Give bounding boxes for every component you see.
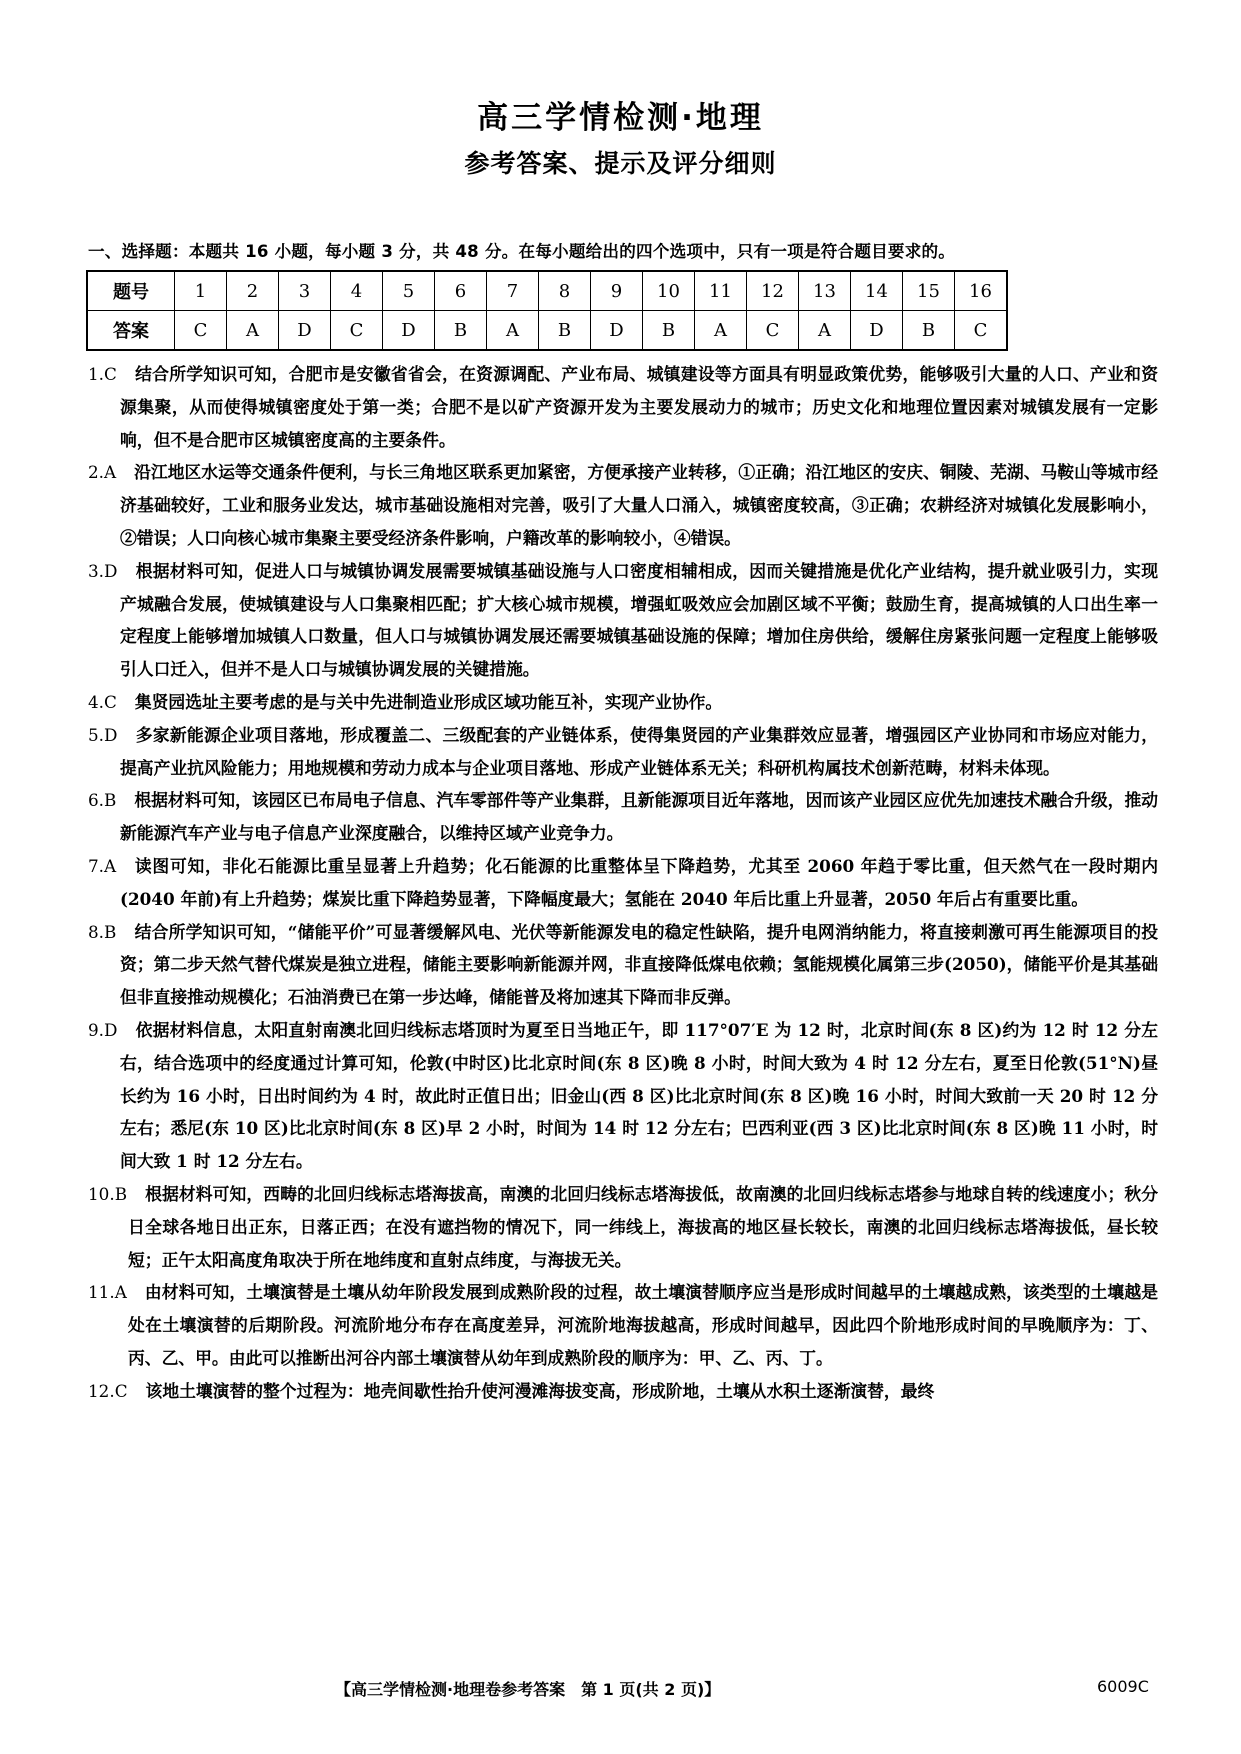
answer-cell: C	[175, 311, 227, 351]
section-heading: 一、选择题：本题共 16 小题，每小题 3 分，共 48 分。在每小题给出的四个选项中，只有一项是符合题目要求的。	[88, 242, 956, 261]
question-number: 13	[799, 271, 851, 311]
explanation-text: 根据材料可知，促进人口与城镇协调发展需要城镇基础设施与人口密度相辅相成，因而关键措施是优化产业结构，提升就业吸引力，实现产城融合发展，使城镇建设与人口集聚相匹配；扩大核心城市规模，增强虹吸效应会加剧区域不平衡；鼓励生育，提高城镇的人口出生率一定程度上能够增加城镇人口数量，但人口与城镇协调发展还需要城镇基础设施的保障；增加住房供给，缓解住房紧张问题一定程度上能够吸引人口迁入，但并不是人口与城镇协调发展的关键措施。	[120, 560, 1158, 680]
explanation-text: 由材料可知，土壤演替是土壤从幼年阶段发展到成熟阶段的过程，故土壤演替顺序应当是形成时间越早的土壤越成熟，该类型的土壤越是处在土壤演替的后期阶段。河流阶地分布存在高度差异，河流阶地海拔越高，形成时间越早，因此四个阶地形成时间的早晚顺序为：丁、丙、乙、甲。由此可以推断出河谷内部土壤演替从幼年到成熟阶段的顺序为：甲、乙、丙、丁。	[128, 1282, 1158, 1368]
explanation-item	[88, 555, 1158, 686]
document-title: 高三学情检测·地理	[477, 100, 764, 136]
answer-cell: B	[903, 311, 955, 351]
explanation-number: 6.B	[88, 790, 117, 811]
explanation-item	[88, 686, 1158, 719]
explanation-item	[88, 1014, 1158, 1178]
explanation-item	[88, 358, 1158, 456]
explanation-number: 5.D	[88, 724, 118, 745]
question-number: 15	[903, 271, 955, 311]
row-label: 答案	[87, 311, 175, 351]
answer-cell: D	[279, 311, 331, 351]
explanation-number: 7.A	[88, 855, 117, 876]
question-number: 10	[643, 271, 695, 311]
explanation-text: 多家新能源企业项目落地，形成覆盖二、三级配套的产业链体系，使得集贤园的产业集群效应显著，增强园区产业协同和市场应对能力，提高产业抗风险能力；用地规模和劳动力成本与企业项目落地、形成产业链体系无关；科研机构属技术创新范畴，材料未体现。	[120, 724, 1158, 778]
question-number: 9	[591, 271, 643, 311]
explanation-text: 集贤园选址主要考虑的是与关中先进制造业形成区域功能互补，实现产业协作。	[134, 691, 723, 712]
question-number: 2	[227, 271, 279, 311]
explanation-number: 1.C	[88, 364, 117, 384]
question-number: 5	[383, 271, 435, 311]
answer-cell: A	[799, 311, 851, 351]
page-footer: 【高三学情检测·地理卷参考答案 第 1 页(共 2 页)】	[335, 1680, 721, 1699]
question-number: 6	[435, 271, 487, 311]
explanation-item	[88, 784, 1158, 850]
document-code: 6009C	[1097, 1677, 1149, 1696]
answer-cell: A	[227, 311, 279, 351]
explanation-number: 12.C	[88, 1380, 128, 1401]
answer-cell: A	[487, 311, 539, 351]
answer-cell: B	[539, 311, 591, 351]
question-number: 4	[331, 271, 383, 311]
explanation-number: 4.C	[88, 691, 117, 712]
explanation-item	[88, 1178, 1158, 1276]
document-subtitle: 参考答案、提示及评分细则	[464, 149, 777, 178]
question-number: 16	[955, 271, 1008, 311]
answer-cell: A	[695, 311, 747, 351]
explanations-list	[88, 358, 1158, 1408]
explanation-item	[88, 1375, 1158, 1408]
explanation-text: 该地土壤演替的整个过程为：地壳间歇性抬升使河漫滩海拔变高，形成阶地，土壤从水积土逐渐演替，最终	[145, 1380, 935, 1401]
explanation-text: 读图可知，非化石能源比重呈显著上升趋势；化石能源的比重整体呈下降趋势，尤其至 2060 年趋于零比重，但天然气在一段时期内(2040 年前)有上升趋势；煤炭比重下降趋势显著，下降幅度最大；氢能在 2040 年后比重上升显著，2050 年后占有重要比重。	[120, 855, 1158, 909]
explanation-text: 沿江地区水运等交通条件便利，与长三角地区联系更加紧密，方便承接产业转移，①正确；沿江地区的安庆、铜陵、芜湖、马鞍山等城市经济基础较好，工业和服务业发达，城市基础设施相对完善，吸引了大量人口涌入，城镇密度较高，③正确；农耕经济对城镇化发展影响小，②错误；人口向核心城市集聚主要受经济条件影响，户籍改革的影响较小，④错误。	[120, 462, 1158, 548]
answer-cell: D	[851, 311, 903, 351]
answer-cell: C	[955, 311, 1008, 351]
answer-cell: B	[435, 311, 487, 351]
answer-cell: D	[591, 311, 643, 351]
explanation-text: 根据材料可知，该园区已布局电子信息、汽车零部件等产业集群，且新能源项目近年落地，因而该产业园区应优先加速技术融合升级，推动新能源汽车产业与电子信息产业深度融合，以维持区域产业竞争力。	[120, 790, 1159, 844]
question-number-row	[87, 271, 1007, 311]
explanation-item	[88, 916, 1158, 1014]
explanation-text: 依据材料信息，太阳直射南澳北回归线标志塔顶时为夏至日当地正午，即 117°07′E 为 12 时，北京时间(东 8 区)约为 12 时 12 分左右，结合选项中的经度通过计算可知，伦敦(中时区)比北京时间(东 8 区)晚 8 小时，时间大致为 4 时 12 分左右，夏至日伦敦(51°N)昼长约为 16 小时，日出时间约为 4 时，故此时正值日出；旧金山(西 8 区)比北京时间(东 8 区)晚 16 小时，时间大致前一天 20 时 12 分左右；悉尼(东 10 区)比北京时间(东 8 区)早 2 小时，时间为 14 时 12 分左右；巴西利亚(西 3 区)比北京时间(东 8 区)晚 11 小时，时间大致 1 时 12 分左右。	[120, 1019, 1158, 1172]
question-number: 12	[747, 271, 799, 311]
explanation-text: 根据材料可知，西畴的北回归线标志塔海拔高，南澳的北回归线标志塔海拔低，故南澳的北回归线标志塔参与地球自转的线速度小；秋分日全球各地日出正东，日落正西；在没有遮挡物的情况下，同一纬线上，海拔高的地区昼长较长，南澳的北回归线标志塔海拔低，昼长较短；正午太阳高度角取决于所在地纬度和直射点纬度，与海拔无关。	[128, 1183, 1158, 1270]
explanation-number: 2.A	[88, 462, 117, 483]
explanation-text: 结合所学知识可知，“储能平价”可显著缓解风电、光伏等新能源发电的稳定性缺陷，提升电网消纳能力，将直接刺激可再生能源项目的投资；第二步天然气替代煤炭是独立进程，储能主要影响新能源并网，非直接降低煤电依赖；氢能规模化属第三步(2050)，储能平价是其基础但非直接推动规模化；石油消费已在第一步达峰，储能普及将加速其下降而非反弹。	[120, 921, 1158, 1008]
answer-cell: C	[331, 311, 383, 351]
explanation-number: 10.B	[88, 1183, 128, 1204]
explanation-number: 8.B	[88, 921, 117, 942]
question-number: 3	[279, 271, 331, 311]
explanation-number: 11.A	[88, 1282, 127, 1303]
explanation-number: 9.D	[88, 1019, 118, 1040]
answer-table	[86, 270, 1008, 351]
question-number: 7	[487, 271, 539, 311]
explanation-item	[88, 850, 1158, 916]
explanation-number: 3.D	[88, 560, 118, 581]
answer-cell: C	[747, 311, 799, 351]
answer-row	[87, 311, 1007, 351]
row-label: 题号	[87, 271, 175, 311]
explanation-text: 结合所学知识可知，合肥市是安徽省省会，在资源调配、产业布局、城镇建设等方面具有明显政策优势，能够吸引大量的人口、产业和资源集聚，从而使得城镇密度处于第一类；合肥不是以矿产资源开发为主要发展动力的城市；历史文化和地理位置因素对城镇发展有一定影响，但不是合肥市区城镇密度高的主要条件。	[120, 364, 1158, 450]
answer-cell: B	[643, 311, 695, 351]
explanation-item	[88, 456, 1158, 554]
question-number: 14	[851, 271, 903, 311]
question-number: 1	[175, 271, 227, 311]
explanation-item	[88, 719, 1158, 785]
question-number: 8	[539, 271, 591, 311]
explanation-item	[88, 1276, 1158, 1374]
question-number: 11	[695, 271, 747, 311]
answer-cell: D	[383, 311, 435, 351]
